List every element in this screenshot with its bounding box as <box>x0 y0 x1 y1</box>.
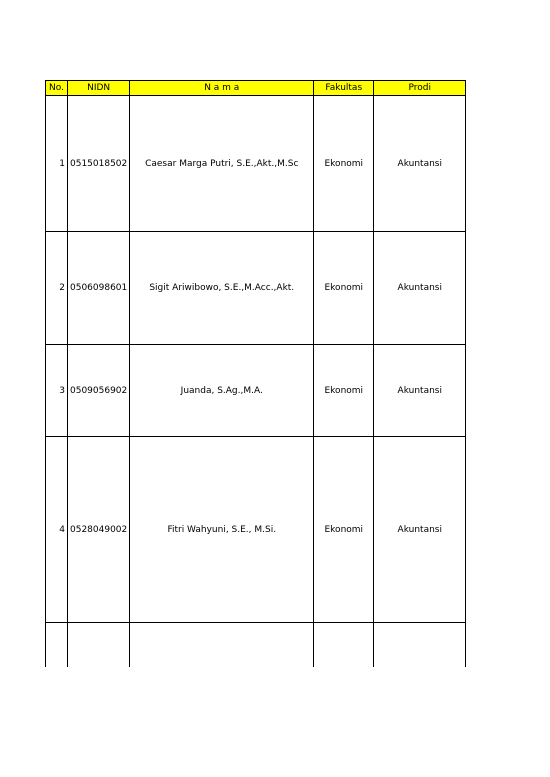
cell-fakultas: Ekonomi <box>314 232 374 345</box>
header-prodi: Prodi <box>374 81 466 96</box>
header-no: No. <box>46 81 68 96</box>
table-row <box>46 232 466 345</box>
cell-nama: Juanda, S.Ag.,M.A. <box>130 345 314 437</box>
table-row <box>46 345 466 437</box>
cell-empty <box>46 623 68 668</box>
cell-nama: Sigit Ariwibowo, S.E.,M.Acc.,Akt. <box>130 232 314 345</box>
cell-no: 4 <box>46 437 68 623</box>
header-nama: N a m a <box>130 81 314 96</box>
cell-empty <box>68 623 130 668</box>
header-fakultas: Fakultas <box>314 81 374 96</box>
cell-no: 2 <box>46 232 68 345</box>
cell-no: 3 <box>46 345 68 437</box>
lecturer-table <box>45 80 466 667</box>
table-row <box>46 437 466 623</box>
cell-nidn: 0528049002 <box>68 437 130 623</box>
cell-empty <box>314 623 374 668</box>
cell-prodi: Akuntansi <box>374 345 466 437</box>
header-row <box>46 81 466 96</box>
cell-nidn: 0506098601 <box>68 232 130 345</box>
cell-nama: Caesar Marga Putri, S.E.,Akt.,M.Sc <box>130 96 314 232</box>
cell-nidn: 0509056902 <box>68 345 130 437</box>
cell-nidn: 0515018502 <box>68 96 130 232</box>
table-row-empty <box>46 623 466 668</box>
table-row <box>46 96 466 232</box>
cell-empty <box>130 623 314 668</box>
cell-prodi: Akuntansi <box>374 96 466 232</box>
cell-fakultas: Ekonomi <box>314 437 374 623</box>
cell-empty <box>374 623 466 668</box>
cell-nama: Fitri Wahyuni, S.E., M.Si. <box>130 437 314 623</box>
cell-prodi: Akuntansi <box>374 232 466 345</box>
cell-fakultas: Ekonomi <box>314 96 374 232</box>
cell-prodi: Akuntansi <box>374 437 466 623</box>
header-nidn: NIDN <box>68 81 130 96</box>
cell-no: 1 <box>46 96 68 232</box>
cell-fakultas: Ekonomi <box>314 345 374 437</box>
